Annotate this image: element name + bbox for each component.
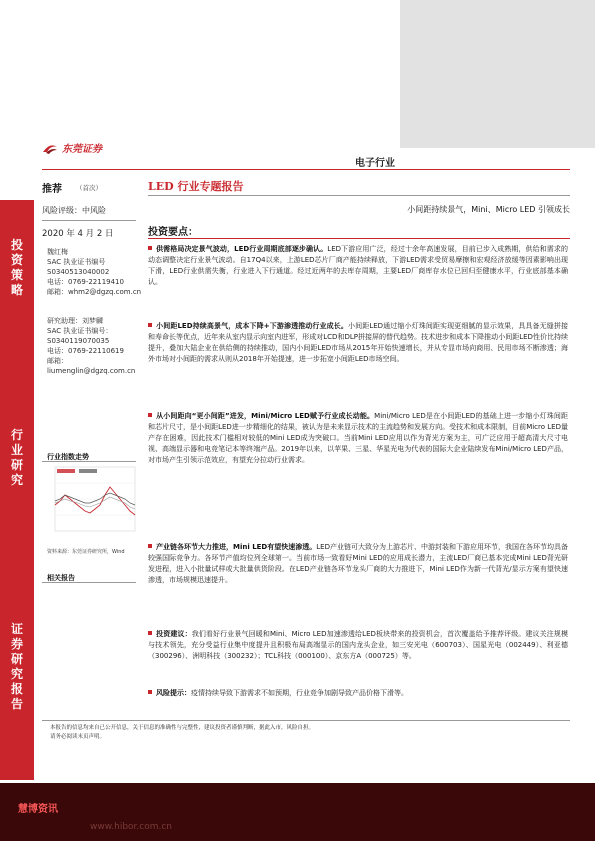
analyst-email: 邮箱：whm2@dgzq.com.cn xyxy=(47,288,142,296)
assistant-email: liumenglin@dgzq.com.cn xyxy=(47,367,136,375)
report-title: LED 行业专题报告 xyxy=(148,180,244,193)
bullet-marker xyxy=(148,631,152,635)
bullet-supply-demand: 供需格局决定景气波动，LED行业周期底部逐步确认。LED下游应用广泛，经过十余年高速发展，目前已步入成熟期，供给和需求的动态调整决定行业景气波动。自17Q4以来，上游LED芯片厂商产能持续释放，下游LED需求受贸易摩擦和宏观经济放缓等因素影响出现下滑，LED行业供需失衡，行业进入下行通道。经过近两年的去库存周期，主要LED厂商库存水位已回归至健康水平，行业底部基本确认。 xyxy=(148,245,568,286)
footer-url[interactable]: www.hibor.com.cn xyxy=(90,822,173,832)
disclaimer-line-2: 请务必阅读末页声明。 xyxy=(50,734,106,740)
report-subtitle: 小间距持续景气，Mini、Micro LED 引领成长 xyxy=(407,205,570,214)
index-chart-source: 资料来源：东莞证券研究所，Wind xyxy=(47,549,125,555)
analyst-cert-no: S0340513040002 xyxy=(47,268,110,276)
assistant-name: 研究助理：刘梦麟 xyxy=(47,317,103,325)
sidebar-tag-report: 证 券 研 究 报 告 xyxy=(10,622,23,711)
assistant-email-label: 邮箱： xyxy=(47,357,68,365)
bullet-marker xyxy=(148,413,152,417)
disclaimer-line-1: 本报告的信息均来自已公开信息，关于信息的准确性与完整性，建议投资者谨慎判断，据此入市，风险自担。 xyxy=(50,725,315,731)
bullet-industry-chain: 产业链各环节大力推进，Mini LED有望快速渗透。LED产业链可大致分为上游芯片、中游封装和下游应用环节，我国在各环节均具备较强国际竞争力。各环节产值均位列全球第一。当前市场一致看好Mini LED的应用成长潜力，主流LED厂商已基本完成Mini LED背光研发进程，进入小批量试样或大批量供货阶段。在LED产业链各环节龙头厂商的大力推进下，Mini LED作为新一代背光/显示方案有望快速渗透，市场规模迅速提升。 xyxy=(148,543,568,584)
index-chart-divider xyxy=(42,461,136,462)
rating-divider xyxy=(42,220,136,221)
assistant-cert-no: S0340119070035 xyxy=(47,337,110,345)
sidebar-tag-industry: 行 业 研 究 xyxy=(10,428,23,487)
risk-rating: 风险评级：中风险 xyxy=(42,206,106,215)
sidebar-tag-strategy: 投 资 策 略 xyxy=(10,238,23,297)
rating-first: （首次） xyxy=(76,184,102,192)
analyst-cert-label: SAC 执业证书编号 xyxy=(47,258,106,266)
brand-name: 东莞证券 xyxy=(62,144,102,155)
rating-recommend: 推荐 xyxy=(42,184,62,195)
header-gray-panel xyxy=(400,0,595,148)
bullet-investment-advice: 投资建议：我们看好行业景气回暖和Mini、Micro LED加速渗透给LED板块带来的投资机会，首次覆盖给予推荐评级。建议关注规模与技术领先，充分受益行业集中度提升且积极布局高端显示的国内龙头企业，如三安光电（600703）、国星光电（002449）、利亚德（300296）、洲明科技（300232）；TCL科技（000100）、京东方A（000725）等。 xyxy=(148,630,569,660)
bullet-mini-micro: 从小间距向“更小间距”进发，Mini/Micro LED赋予行业成长动能。Mini/Micro LED是在小间距LED的基础上进一步缩小灯珠间距和芯片尺寸，是小间距LED进一步精细化的结果，被认为是未来显示技术的主流趋势和发展方向。受技术和成本限制，目前Micro LED量产存在困难，因此技术门槛相对较低的Mini LED成为突破口。当前Mini LED应用以作为背光方案为主，可广泛应用于超高清大尺寸电视、高端显示器和电竞笔记本等终端产品。2019年以来，以苹果、三星、华星光电为代表的国际大企业陆续发布Mini/Micro LED产品，对市场产生引领示范效应，有望充分拉动行业需求。 xyxy=(148,412,568,464)
logo-icon xyxy=(42,141,58,155)
brand-logo xyxy=(42,140,102,155)
bullet-risk: 风险提示：疫情持续导致下游需求不如预期，行业竞争加剧导致产品价格下滑等。 xyxy=(148,688,568,699)
related-reports-title: 相关报告 xyxy=(47,574,75,582)
assistant-block xyxy=(47,316,142,376)
bullet-small-pitch: 小间距LED持续高景气，成本下降+下游渗透推动行业成长。小间距LED通过缩小灯珠间距实现更细腻的显示效果，具具备无缝拼接和寿命长等优点，近年来从室内显示向室内进军，形成对LCD和DLP拼接屏的替代趋势。技术进步和成本下降推动小间距LED性价比持续提升，叠加大陆企业在供给侧的持续推动，国内小间距LED市场从2015年开始快速增长，并从专显市场向商用、民用市场不断渗透；海外市场对小间距的需求从则从2018年开始提速，进一步拓宽小间距LED市场空间。 xyxy=(148,322,568,363)
disclaimer xyxy=(50,724,570,742)
assistant-phone: 电话：0769-22110619 xyxy=(47,347,124,355)
bullet-marker xyxy=(148,690,152,694)
industry-label: 电子行业 xyxy=(355,158,395,169)
index-chart-title: 行业指数走势 xyxy=(47,453,89,461)
bullet-marker xyxy=(148,544,152,548)
header-divider xyxy=(42,169,570,170)
title-divider xyxy=(148,195,570,196)
bullet-marker xyxy=(148,246,152,250)
analyst-block xyxy=(47,247,142,297)
index-chart xyxy=(45,465,137,545)
related-divider xyxy=(42,582,136,583)
footer-band xyxy=(0,783,595,841)
bullet-marker xyxy=(148,323,152,327)
report-date: 2020 年 4 月 2 日 xyxy=(42,229,114,239)
footer-brand: 慧博资讯 xyxy=(18,804,58,815)
disclaimer-divider xyxy=(42,720,570,721)
key-points-heading: 投资要点： xyxy=(148,227,198,238)
index-chart-plot xyxy=(45,465,137,545)
key-points-divider xyxy=(148,238,570,239)
analyst-name: 魏红梅 xyxy=(47,248,68,256)
assistant-cert-label: SAC 执业证书编号： xyxy=(47,327,113,335)
analyst-phone: 电话：0769-22119410 xyxy=(47,278,124,286)
